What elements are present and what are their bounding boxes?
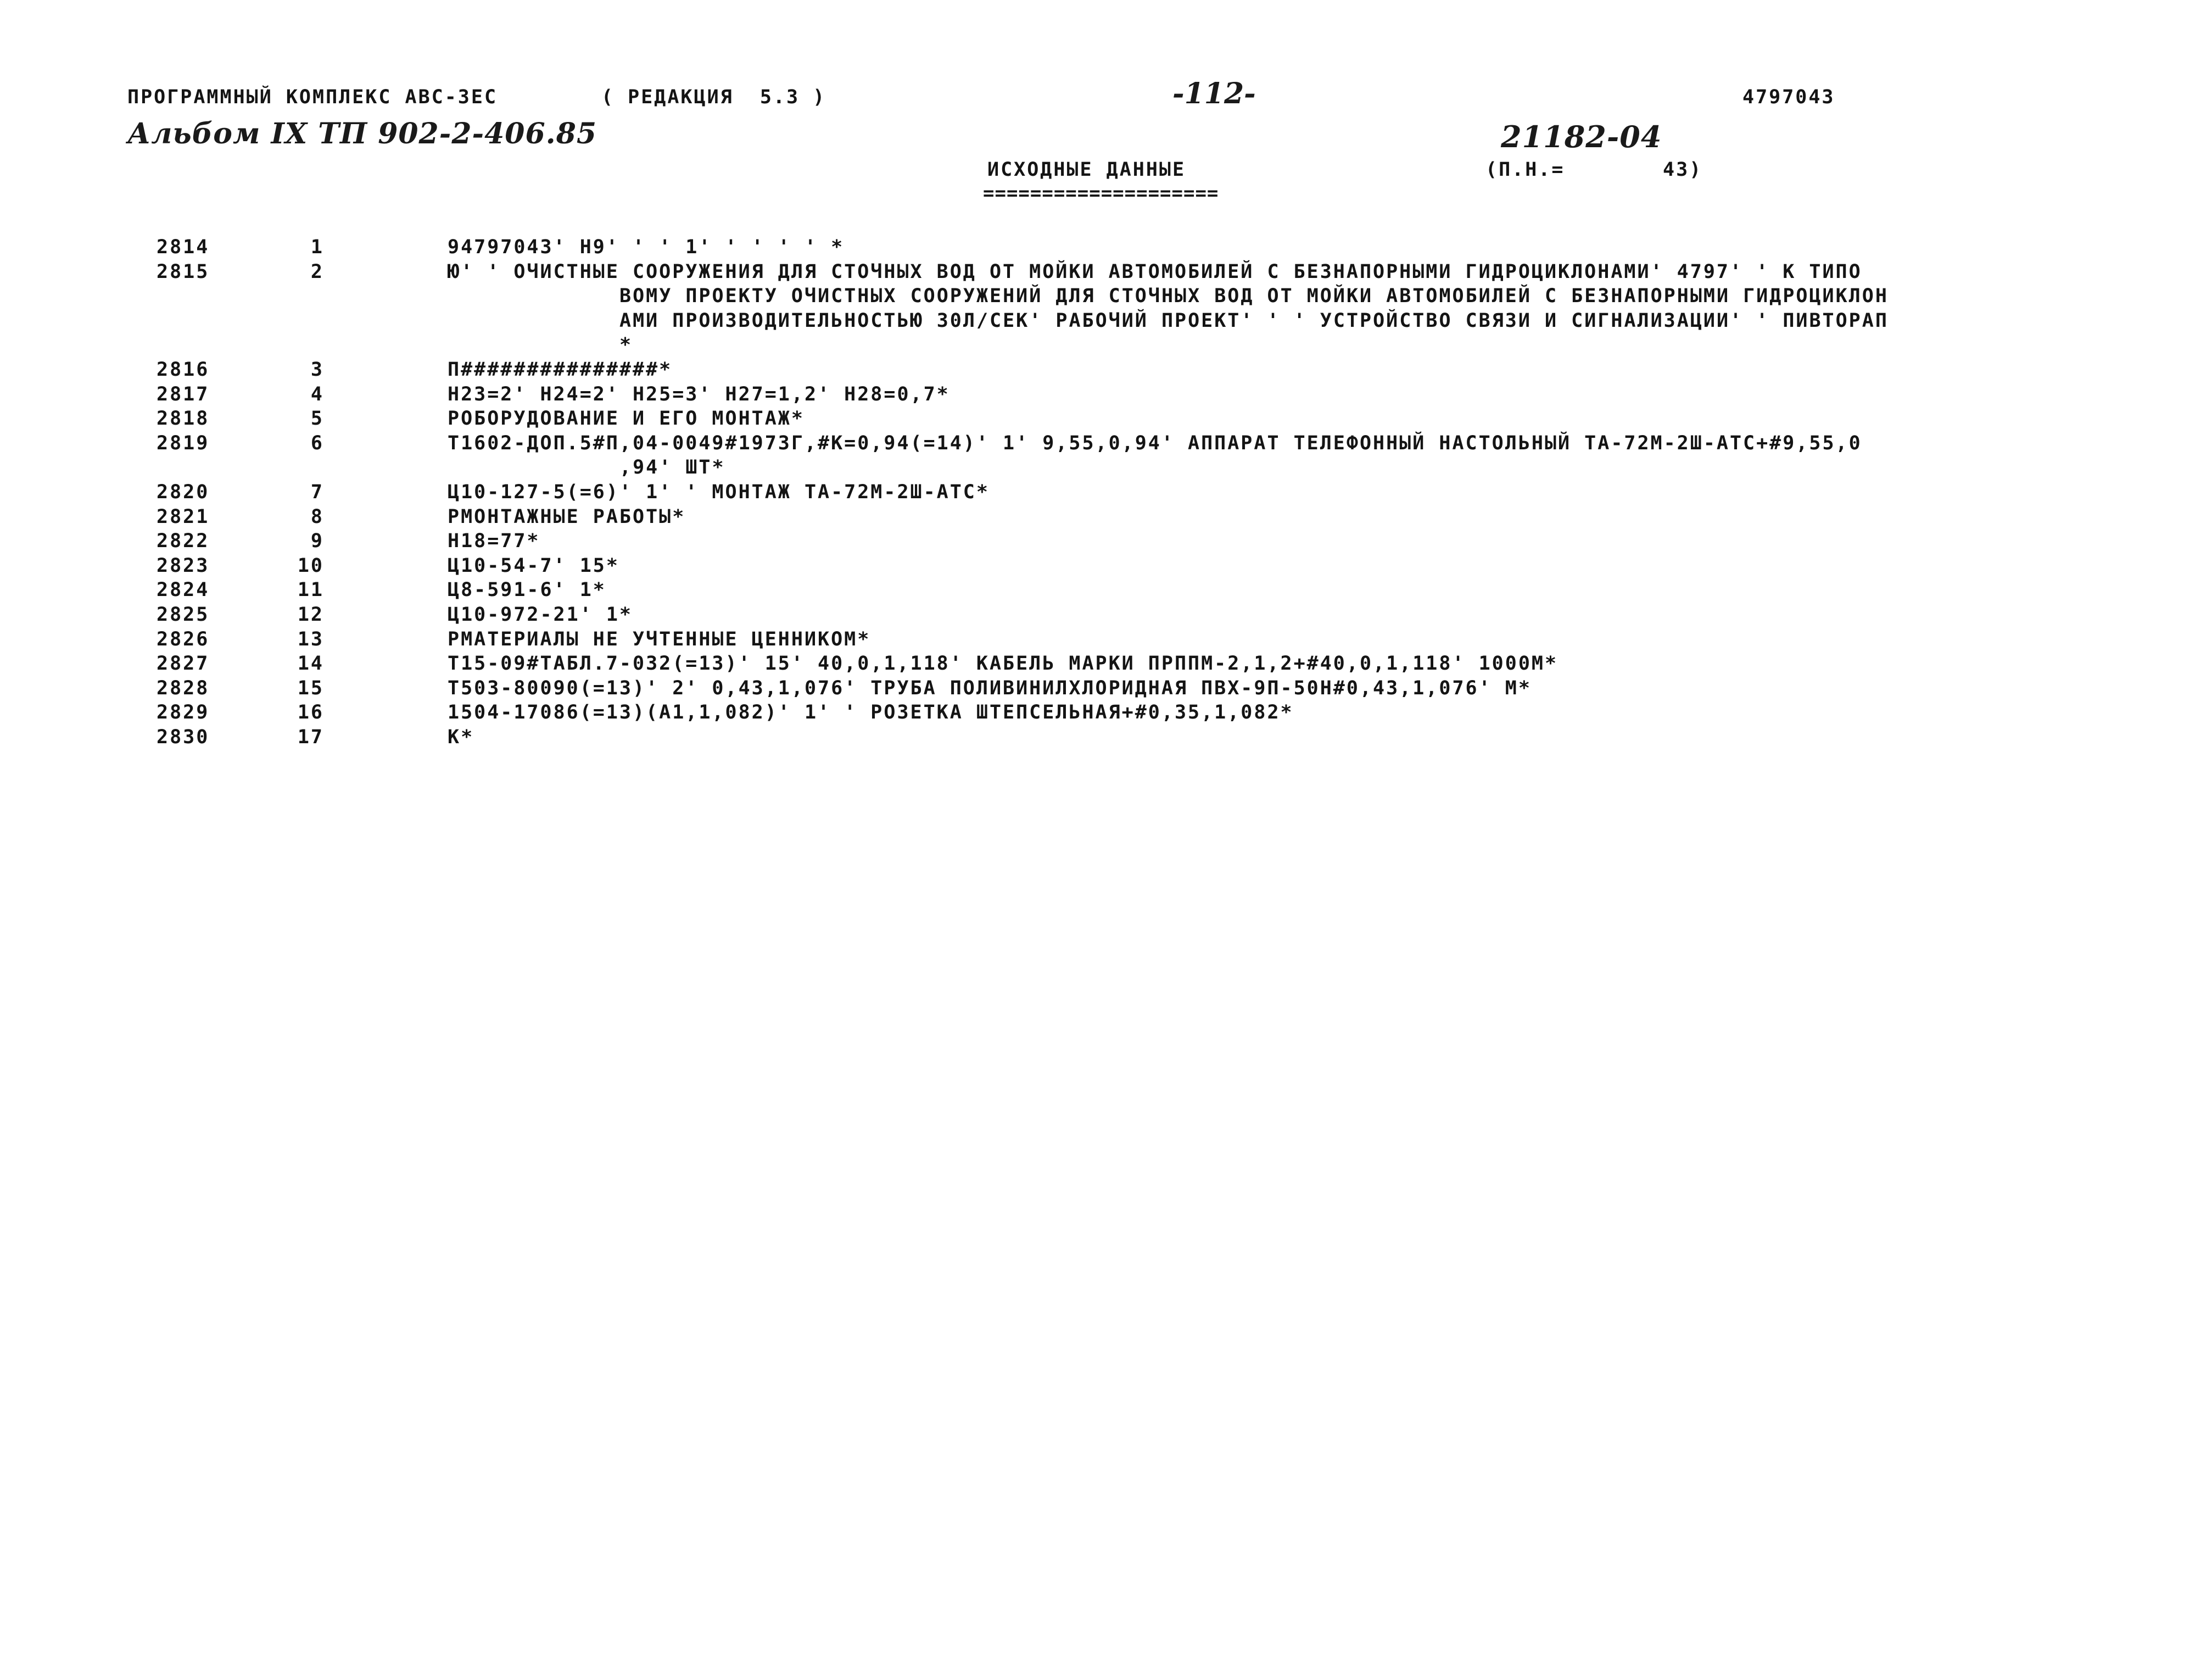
listing-row — [0, 431, 2142, 480]
sequence-number: 9 — [310, 530, 324, 553]
line-number: 2826 — [157, 628, 210, 650]
sequence-number: 12 — [297, 603, 324, 626]
line-number: 2829 — [157, 701, 210, 724]
listing-row — [0, 358, 2142, 382]
sequence-number: 11 — [297, 579, 324, 602]
record-text: 1504-17086(=13)(А1,1,082)' 1' ' РОЗЕТКА ШТЕПСЕЛЬНАЯ+#0,35,1,082* — [448, 701, 1294, 724]
section-title: ИСХОДНЫЕ ДАННЫЕ — [987, 159, 1186, 181]
record-text-continuation: ,94' ШТ* — [619, 456, 725, 479]
line-number: 2820 — [157, 481, 210, 503]
sequence-number: 5 — [310, 408, 324, 430]
line-number: 2825 — [157, 603, 210, 626]
line-number: 2821 — [157, 505, 210, 528]
record-text: П###############* — [448, 358, 673, 381]
sequence-number: 8 — [310, 505, 324, 528]
document-code: 4797043 — [1742, 86, 1835, 108]
line-number: 2823 — [157, 554, 210, 577]
record-text: К* — [448, 726, 474, 748]
sequence-number: 2 — [310, 260, 324, 283]
sequence-number: 14 — [297, 653, 324, 675]
line-number: 2824 — [157, 579, 210, 602]
listing-row — [0, 554, 2142, 578]
sequence-number: 17 — [297, 726, 324, 748]
sequence-number: 3 — [310, 358, 324, 381]
listing-row — [0, 676, 2142, 701]
line-number: 2827 — [157, 653, 210, 675]
line-number: 2819 — [157, 432, 210, 454]
sequence-number: 7 — [310, 481, 324, 503]
record-text: Т503-80090(=13)' 2' 0,43,1,076' ТРУБА ПОЛИВИНИЛХЛОРИДНАЯ ПВХ-9П-50Н#0,43,1,076' М* — [448, 677, 1532, 699]
listing-row — [0, 627, 2142, 652]
sequence-number: 16 — [297, 701, 324, 724]
listing-row — [0, 603, 2142, 627]
record-text: Ц10-54-7' 15* — [448, 554, 619, 577]
listing-row — [0, 578, 2142, 603]
program-name: ПРОГРАММНЫЙ КОМПЛЕКС АВС-3ЕС — [127, 86, 498, 108]
page-info-label: (П.Н.= — [1485, 159, 1565, 181]
album-title: Альбом IX ТП 902-2-406.85 — [127, 117, 597, 151]
record-text: Ц8-591-6' 1* — [448, 579, 606, 602]
listing-row — [0, 260, 2142, 358]
record-text-continuation: ВОМУ ПРОЕКТУ ОЧИСТНЫХ СООРУЖЕНИЙ ДЛЯ СТОЧНЫХ ВОД ОТ МОЙКИ АВТОМОБИЛЕЙ С БЕЗНАПОРНЫМИ ГИДРОЦИКЛОН — [619, 285, 1889, 308]
record-text: Ц10-127-5(=6)' 1' ' МОНТАЖ ТА-72М-2Ш-АТС* — [448, 481, 990, 503]
listing-row — [0, 529, 2142, 554]
sequence-number: 13 — [297, 628, 324, 650]
line-number: 2815 — [157, 260, 210, 283]
sequence-number: 6 — [310, 432, 324, 454]
page-number: -112- — [1172, 77, 1256, 110]
section-title-underline: ==================== — [983, 182, 1219, 204]
listing-row — [0, 651, 2142, 676]
listing-row — [0, 725, 2142, 750]
record-text: Т15-09#ТАБЛ.7-032(=13)' 15' 40,0,1,118' КАБЕЛЬ МАРКИ ПРППМ-2,1,2+#40,0,1,118' 1000М* — [448, 653, 1559, 675]
record-text: Т1602-ДОП.5#П,04-0049#1973Г,#К=0,94(=14)' 1' 9,55,0,94' АППАРАТ ТЕЛЕФОННЫЙ НАСТОЛЬНЫЙ ТА-72М-2Ш-АТС+#9,55,0 — [448, 432, 1862, 454]
sequence-number: 1 — [310, 236, 324, 258]
section-number: 21182-04 — [1501, 119, 1662, 154]
line-number: 2822 — [157, 530, 210, 553]
record-text: РОБОРУДОВАНИЕ И ЕГО МОНТАЖ* — [448, 408, 805, 430]
edition-label: ( РЕДАКЦИЯ 5.3 ) — [601, 86, 826, 108]
record-text: Ю' ' ОЧИСТНЫЕ СООРУЖЕНИЯ ДЛЯ СТОЧНЫХ ВОД ОТ МОЙКИ АВТОМОБИЛЕЙ С БЕЗНАПОРНЫМИ ГИДРОЦИКЛОНАМИ' 4797' ' К ТИПО — [448, 260, 1862, 283]
listing-row — [0, 480, 2142, 505]
listing-row — [0, 505, 2142, 530]
record-text-continuation: * — [619, 334, 633, 357]
listing-row — [0, 382, 2142, 407]
line-number: 2830 — [157, 726, 210, 748]
listing-row — [0, 406, 2142, 431]
line-number: 2817 — [157, 383, 210, 405]
line-number: 2814 — [157, 236, 210, 258]
sequence-number: 10 — [297, 554, 324, 577]
record-text: Н18=77* — [448, 530, 540, 553]
line-number: 2828 — [157, 677, 210, 699]
page-info-value: 43) — [1663, 159, 1703, 181]
listing-row — [0, 700, 2142, 725]
line-number: 2816 — [157, 358, 210, 381]
record-text: РМАТЕРИАЛЫ НЕ УЧТЕННЫЕ ЦЕННИКОМ* — [448, 628, 871, 650]
listing-row — [0, 235, 2142, 260]
record-text-continuation: АМИ ПРОИЗВОДИТЕЛЬНОСТЬЮ 30Л/СЕК' РАБОЧИЙ ПРОЕКТ' ' ' УСТРОЙСТВО СВЯЗИ И СИГНАЛИЗАЦИИ' ' ПИВТОРАП — [619, 309, 1889, 332]
record-text: РМОНТАЖНЫЕ РАБОТЫ* — [448, 505, 686, 528]
record-text: Н23=2' Н24=2' Н25=3' Н27=1,2' Н28=0,7* — [448, 383, 950, 405]
line-number: 2818 — [157, 408, 210, 430]
data-listing — [0, 235, 2142, 749]
sequence-number: 15 — [297, 677, 324, 699]
record-text: Ц10-972-21' 1* — [448, 603, 633, 626]
record-text: 94797043' Н9' ' ' 1' ' ' ' ' * — [448, 236, 845, 258]
sequence-number: 4 — [310, 383, 324, 405]
